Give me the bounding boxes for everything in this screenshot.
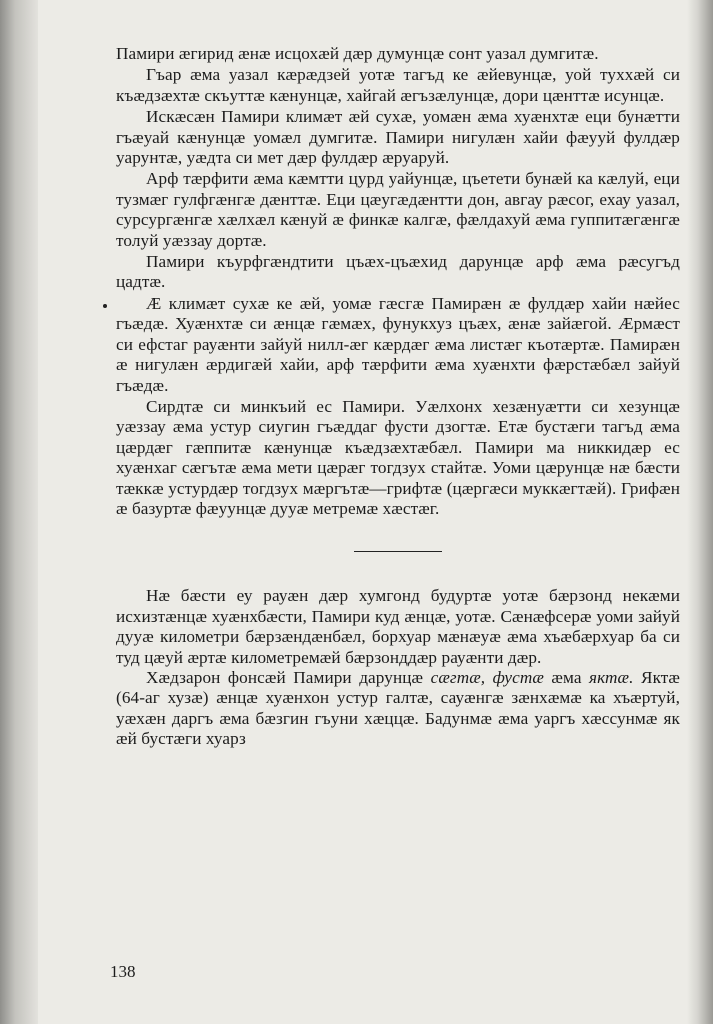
paragraph: Нæ бæсти еу рауæн дæр хумгонд будуртæ уотæ бæрзонд некæми исхизтæнцæ хуæнхбæсти, Памири куд æнцæ, уотæ. Сæнæфсерæ уоми зайуй дууæ километри бæрзæндæнбæл, борхуар мæнæуæ æма хъæбæрхуар ба си туд цæуй æртæ километремæй бæрзонддæр рауæнти дæр.: [116, 586, 680, 667]
page-body: [116, 44, 680, 750]
book-binding-shadow: [0, 0, 38, 1024]
italic-term: яктæ.: [589, 667, 634, 687]
paragraph: Памири æгирид æнæ исцохæй дæр думунцæ сонт уазал думгитæ.: [116, 44, 599, 63]
page-number: 138: [110, 962, 136, 981]
page-edge-shadow: [687, 0, 713, 1024]
section-divider: [354, 551, 442, 552]
paragraph: Искæсæн Памири климæт æй сухæ, уомæн æма хуæнхтæ еци бунæтти гъæуай кæнунцæ уомæл думгитæ. Памири нигулæн хайи фæууй фулдæр уарунтæ, уæдта си мет дæр фулдæр æруаруй.: [116, 107, 680, 168]
text-section-bottom: [116, 586, 680, 668]
paragraph: Сирдтæ си минкъий ес Памири. Уæлхонх хезæнуæтти си хезунцæ уæззау æма устур сиугин гъæддаг фусти дзогтæ. Етæ бустæги тагъд æма цæрдæг гæппитæ кæнунцæ къæдзæхтæбæл. Памири ма никкидæр ес хуæнхаг сæгътæ æма мети цæрæг тогдзух стайтæ. Уоми цæрунцæ нæ бæсти тæккæ устурдæр тогдзух мæргътæ—грифтæ (цæргæси муккæгтæй). Грифæн æ базуртæ фæуунцæ дууæ метремæ хæстæг.: [116, 396, 680, 518]
margin-mark: [103, 304, 107, 308]
italic-term: сæгтæ, фустæ: [430, 667, 544, 687]
text-section-top: [116, 44, 680, 519]
paragraph: Хæдзарон фонсæй Памири дарунцæ сæгтæ, фустæ æма яктæ. Яктæ (64-аг хузæ) æнцæ хуæнхон устур галтæ, сауæнгæ зæнхæмæ ка хъæртуй, уæхæн даргъ æма бæзгин гъуни хæццæ. Бадунмæ æма уаргъ хæссунмæ як æй бустæги хуарз: [116, 667, 680, 749]
paragraph: Памири къурфгæндтити цъæх-цъæхид дарунцæ арф æма рæсугъд цадтæ.: [116, 252, 680, 292]
paragraph: Æ климæт сухæ ке æй, уомæ гæсгæ Памирæн æ фулдæр хайи нæйес гъæдæ. Хуæнхтæ си æнцæ гæмæх, фунукхуз цъæх, æнæ зайæгой. Æрмæст си ефстаг рауæнти зайуй нилл-æг кæрдæг æма листæг къотæртæ. Памирæн æ нигулæн æрдигæй хайи, арф тæрфити æма хуæнхти фæрстæбæл зайуй гъæдæ.: [116, 293, 680, 395]
paragraph: Арф тæрфити æма кæмтти цурд уайунцæ, цъетети бунæй ка кæлуй, еци тузмæг гулфгæнгæ дæнттæ. Еци цæугæдæнтти дон, авгау рæсог, ехау уазал, сурсургæнгæ хæлхæл кæнуй æ финкæ калгæ, фæлдахуй æма гуппитæгæнгæ толуй уæззау дортæ.: [116, 169, 680, 250]
paragraph: Гъар æма уазал кæрæдзей уотæ тагъд ке æйевунцæ, уой туххæй си къæдзæхтæ скъуттæ кæнунцæ, хайгай æгъзæлунцæ, дори цæнттæ исунцæ.: [116, 65, 680, 105]
